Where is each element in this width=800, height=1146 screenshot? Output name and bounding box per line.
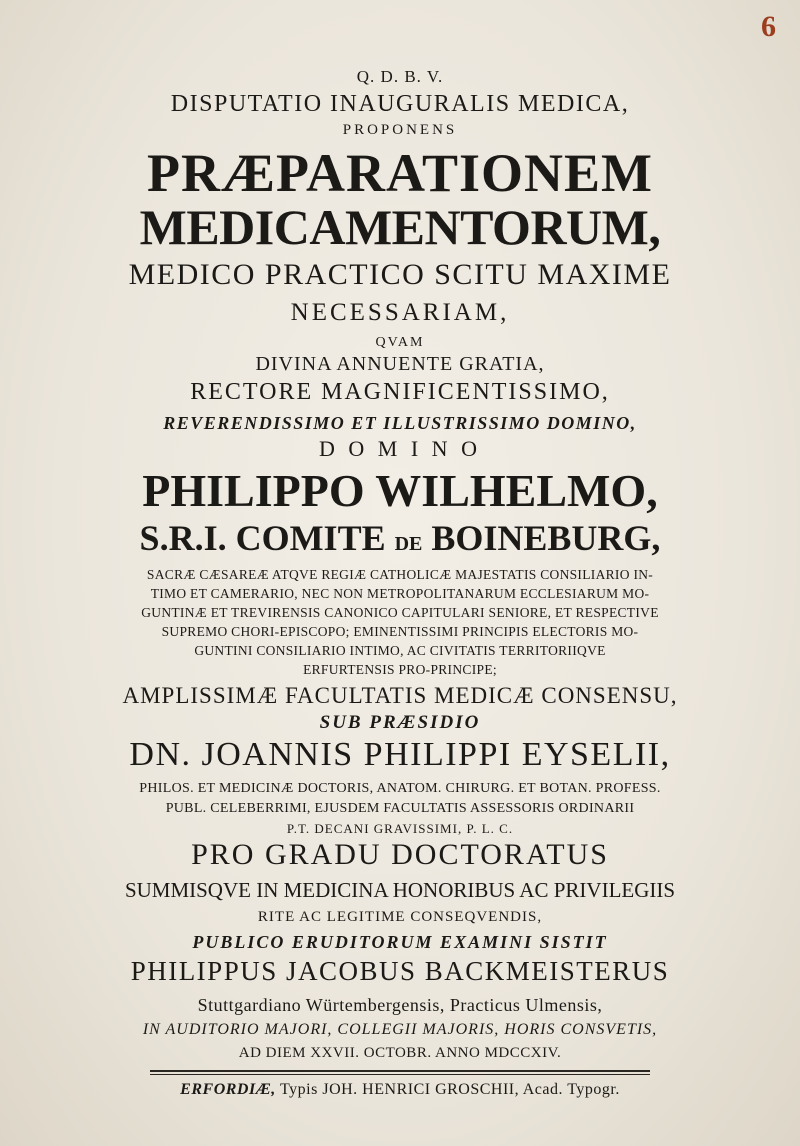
summisqve-line: SUMMISQVE IN MEDICINA HONORIBUS AC PRIVILEGIIS bbox=[124, 878, 676, 902]
proponens-line: PROPONENS bbox=[342, 122, 458, 138]
date-line: AD DIEM XXVII. OCTOBR. ANNO MDCCXIV. bbox=[238, 1045, 562, 1061]
reverendissimo-line: REVERENDISSIMO ET ILLUSTRISSIMO DOMINO, bbox=[163, 413, 637, 433]
title-praeparationem: PRÆPARATIONEM bbox=[147, 143, 653, 203]
imprint-rule-top bbox=[150, 1070, 650, 1072]
rector-title-line: SACRÆ CÆSAREÆ ATQVE REGIÆ CATHOLICÆ MAJESTATIS CONSILIARIO IN- bbox=[146, 567, 654, 582]
title-necessariam: NECESSARIAM, bbox=[290, 299, 510, 326]
rector-title-line: TIMO ET CAMERARIO, NEC NON METROPOLITANARUM ECCLESIARUM MO- bbox=[150, 586, 650, 601]
sub-praesidio: SUB PRÆSIDIO bbox=[319, 712, 481, 733]
comite-prefix: S.R.I. COMITE bbox=[139, 518, 386, 558]
publico-examini-line: PUBLICO ERUDITORUM EXAMINI SISTIT bbox=[192, 932, 608, 952]
author-name: PHILIPPUS JACOBUS BACKMEISTERUS bbox=[130, 956, 670, 986]
imprint-printer: Typis JOH. HENRICI GROSCHII, Acad. Typogr. bbox=[280, 1081, 620, 1098]
domino-line: D O M I N O bbox=[319, 436, 481, 461]
praeses-title-line: P.T. DECANI GRAVISSIMI, P. L. C. bbox=[286, 821, 514, 836]
page-number-mark: 6 bbox=[761, 10, 776, 43]
rector-title-line: GUNTINÆ ET TREVIRENSIS CANONICO CAPITULARI SENIORE, ET RESPECTIVE bbox=[141, 605, 659, 620]
praeses-title-line: PHILOS. ET MEDICINÆ DOCTORIS, ANATOM. CHIRURG. ET BOTAN. PROFESS. bbox=[139, 781, 661, 796]
qvam-line: QVAM bbox=[375, 335, 425, 350]
rite-line: RITE AC LEGITIME CONSEQVENDIS, bbox=[257, 909, 543, 925]
qdbv-line: Q. D. B. V. bbox=[356, 67, 444, 86]
praeses-name: DN. JOANNIS PHILIPPI EYSELII, bbox=[129, 736, 671, 773]
imprint-rule-bottom bbox=[150, 1074, 650, 1075]
comite-de: DE bbox=[394, 533, 423, 555]
rector-title-line: SUPREMO CHORI-EPISCOPO; EMINENTISSIMI PRINCIPIS ELECTORIS MO- bbox=[161, 624, 639, 639]
comite-boineburg: BOINEBURG, bbox=[431, 518, 661, 558]
title-medico-practico: MEDICO PRACTICO SCITU MAXIME bbox=[128, 258, 672, 291]
imprint-city: ERFORDIÆ, bbox=[180, 1081, 276, 1098]
rector-comite bbox=[0, 520, 800, 556]
faculty-consensu: AMPLISSIMÆ FACULTATIS MEDICÆ CONSENSU, bbox=[122, 683, 678, 708]
rector-title-line: GUNTINI CONSILIARIO INTIMO, AC CIVITATIS TERRITORIIQVE bbox=[194, 643, 606, 658]
rectore-line: RECTORE MAGNIFICENTISSIMO, bbox=[190, 379, 610, 405]
pro-gradu-doctoratus: PRO GRADU DOCTORATUS bbox=[191, 838, 609, 871]
title-medicamentorum: MEDICAMENTORUM, bbox=[139, 199, 661, 255]
author-origin: Stuttgardiano Würtembergensis, Practicus Ulmensis, bbox=[197, 995, 603, 1015]
divina-line: DIVINA ANNUENTE GRATIA, bbox=[255, 353, 545, 375]
rector-title-line: ERFURTENSIS PRO-PRINCIPE; bbox=[303, 662, 497, 677]
disputatio-heading: DISPUTATIO INAUGURALIS MEDICA, bbox=[170, 91, 630, 117]
praeses-title-line: PUBL. CELEBERRIMI, EJUSDEM FACULTATIS ASSESSORIS ORDINARII bbox=[165, 801, 635, 816]
imprint bbox=[0, 1082, 800, 1098]
auditorio-line: IN AUDITORIO MAJORI, COLLEGII MAJORIS, HORIS CONSVETIS, bbox=[142, 1021, 658, 1038]
rector-name: PHILIPPO WILHELMO, bbox=[142, 465, 658, 516]
